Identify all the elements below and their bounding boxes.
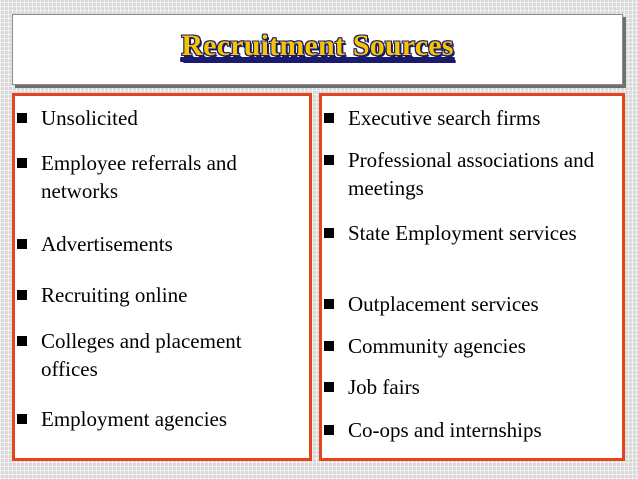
list-item-label: Professional associations and meetings [348,148,595,200]
title-box [12,14,623,85]
list-item [15,104,301,132]
list-item-label: Unsolicited [41,106,138,130]
list-item-label: State Employment services [348,221,577,245]
list-item-label: Employment agencies [41,407,228,431]
list-item [322,373,614,401]
square-bullet-icon [324,382,334,392]
list-item-label: Recruiting online [41,283,188,307]
list-item [15,281,301,309]
list-item-label: Job fairs [348,375,420,399]
square-bullet-icon [17,239,27,249]
list-item-label: Employee referrals and networks [41,151,237,203]
square-bullet-icon [324,425,334,435]
square-bullet-icon [17,158,27,168]
list-item [322,219,614,247]
slide-title: Recruitment Sources [181,29,454,62]
left-panel [12,93,312,461]
square-bullet-icon [324,113,334,123]
list-item-label: Colleges and placement offices [41,329,242,381]
list-item [322,332,614,360]
list-item [322,146,614,202]
list-item [322,290,614,318]
list-item [322,416,614,444]
list-item [322,104,614,132]
list-item-label: Co-ops and internships [348,418,542,442]
square-bullet-icon [17,336,27,346]
right-panel [319,93,625,461]
list-item [15,149,301,205]
square-bullet-icon [17,414,27,424]
list-item [15,327,301,383]
list-item-label: Executive search firms [348,106,541,130]
square-bullet-icon [324,299,334,309]
square-bullet-icon [17,290,27,300]
square-bullet-icon [324,341,334,351]
square-bullet-icon [324,228,334,238]
list-item [15,230,301,258]
square-bullet-icon [17,113,27,123]
square-bullet-icon [324,155,334,165]
list-item-label: Community agencies [348,334,526,358]
list-item-label: Outplacement services [348,292,539,316]
list-item-label: Advertisements [41,232,173,256]
list-item [15,405,301,433]
